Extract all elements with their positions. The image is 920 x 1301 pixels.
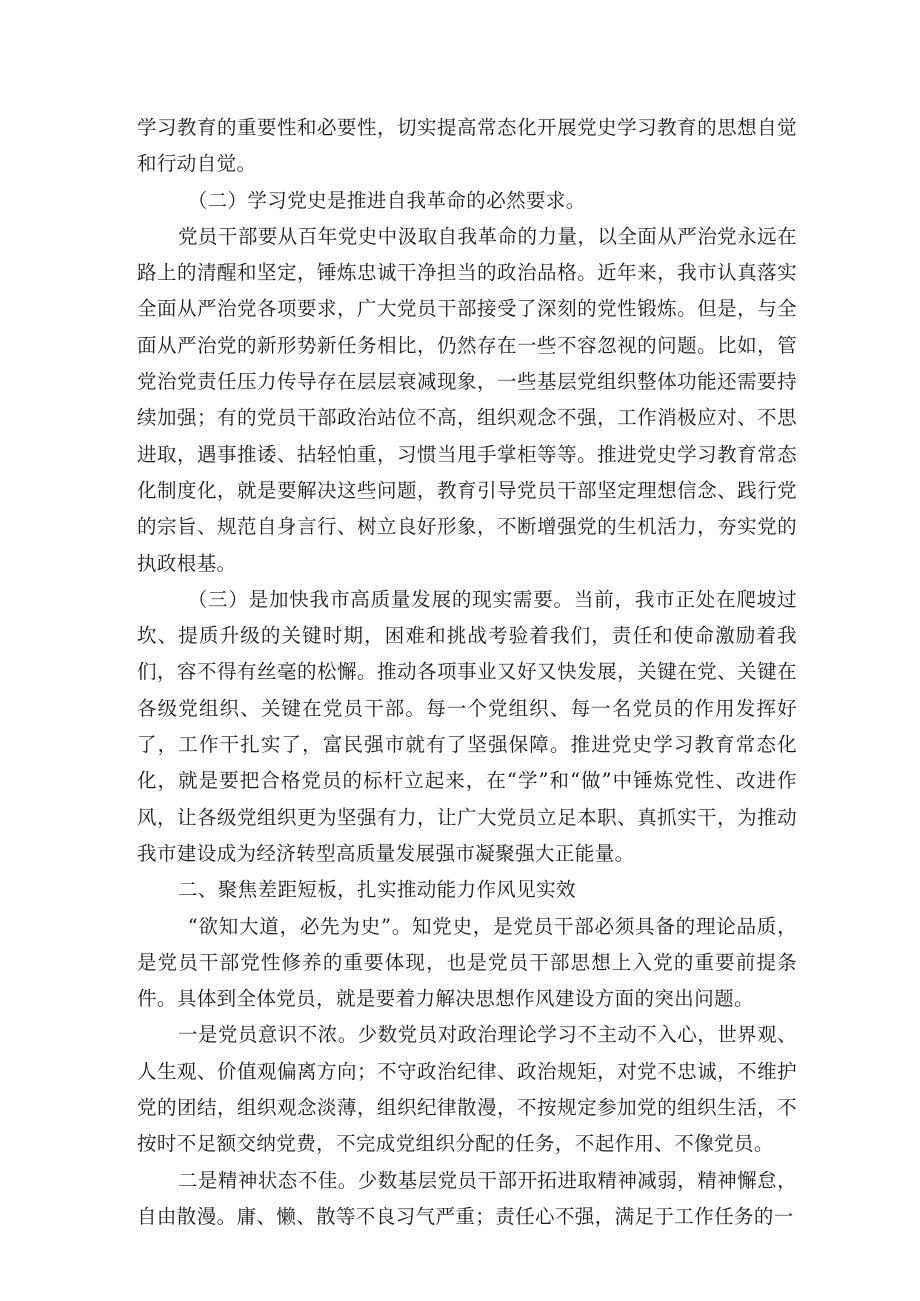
document-body (137, 110, 797, 1235)
paragraph-continuation: 学习教育的重要性和必要性，切实提高常态化开展党史学习教育的思想自觉和行动自觉。 (137, 116, 797, 176)
paragraph-subheading-three: （三）是加快我市高质量发展的现实需要。当前，我市正处在爬坡过坎、提质升级的关键时期，困难和挑战考验着我们，责任和使命激励着我们，容不得有丝毫的松懈。推动各项事业又好又快发展，关键在党、关键在各级党组织、关键在党员干部。每一个党组织、每一名党员的作用发挥好了，工作干扎实了，富民强市就有了坚强保障。推进党史学习教育常态化化，就是要把合格党员的标杆立起来，在“学”和“做”中锤炼党性、改进作风，让各级党组织更为坚强有力，让广大党员立足本职、真抓实干，为推动我市建设成为经济转型高质量发展强市凝聚强大正能量。 (137, 587, 797, 865)
paragraph-self-revolution: 党员干部要从百年党史中汲取自我革命的力量，以全面从严治党永远在路上的清醒和坚定，锤炼忠诚干净担当的政治品格。近年来，我市认真落实全面从严治党各项要求，广大党员干部接受了深刻的党性锻炼。但是，与全面从严治党的新形势新任务相比，仍然存在一些不容忽视的问题。比如，管党治党责任压力传导存在层层衰减现象，一些基层党组织整体功能还需要持续加强；有的党员干部政治站位不高，组织观念不强，工作消极应对、不思进取，遇事推诿、拈轻怕重，习惯当甩手掌柜等等。推进党史学习教育常态化制度化，就是要解决这些问题，教育引导党员干部坚定理想信念、践行党的宗旨、规范自身言行、树立良好形象，不断增强党的生机活力，夯实党的执政根基。 (137, 224, 797, 575)
paragraph-quote: “欲知大道，必先为史”。知党史，是党员干部必须具备的理论品质，是党员干部党性修养的重要体现，也是党员干部思想上入党的重要前提条件。具体到全体党员，就是要着力解决思想作风建设方面的突出问题。 (137, 914, 797, 1011)
section-heading-two: 二、聚焦差距短板，扎实推动能力作风见实效 (177, 878, 576, 902)
subheading-two: （二）学习党史是推进自我革命的必然要求。 (187, 188, 586, 212)
paragraph-point-one: 一是党员意识不浓。少数党员对政治理论学习不主动不入心，世界观、人生观、价值观偏离方向；不守政治纪律、政治规矩，对党不忠诚，不维护党的团结，组织观念淡薄，组织纪律散漫，不按规定参加党的组织生活，不按时不足额交纳党费，不完成党组织分配的任务，不起作用、不像党员。 (137, 1023, 797, 1156)
paragraph-point-two: 二是精神状态不佳。少数基层党员干部开拓进取精神减弱，精神懈怠，自由散漫。庸、懒、散等不良习气严重；责任心不强，满足于工作任务的一 (137, 1168, 797, 1228)
